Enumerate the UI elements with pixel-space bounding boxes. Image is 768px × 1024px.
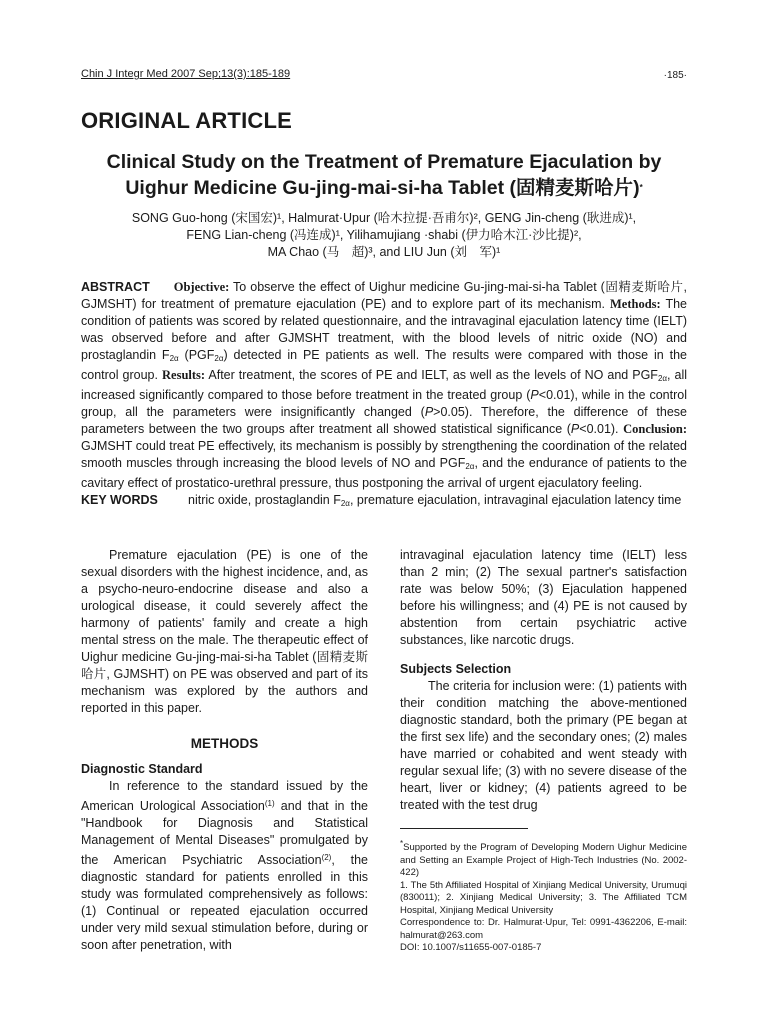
footnotes	[400, 838, 687, 955]
conclusion-text-b: , and the endurance of patients to the cavitary effect of prostatico-urethral pressure, thus postponing the arrival of urgent ejaculatory feeling.	[81, 456, 687, 490]
diag-text: In reference to the standard issued by the American Urological Association	[81, 779, 368, 813]
methods-text-b: (PGF	[178, 348, 215, 362]
title-footnote-mark: *	[639, 183, 643, 192]
results-text: After treatment, the scores of PE and IELT, as well as the levels of NO and PGF	[205, 368, 658, 382]
ref-1: (1)	[264, 799, 275, 808]
methods-heading: METHODS	[190, 736, 259, 751]
diag-text-c: , the diagnostic standard for patients enrolled in this study was formulated comprehensively as follows: (1) Continual or repeated ejaculation occurred under very mild sexual stimulation before, during or soon after penetration, with	[81, 853, 368, 952]
keywords-text-b: , premature ejaculation, intravaginal ejaculation latency time	[349, 493, 682, 507]
footnote-doi: DOI: 10.1007/s11655-007-0185-7	[400, 942, 542, 953]
title-chinese: 固精麦斯哈片	[516, 176, 634, 199]
objective-text: To observe the effect of Uighur medicine Gu-jing-mai-si-ha Tablet (固精麦斯哈片, GJMSHT) for treatment of premature ejaculation (PE) and to explore part of its mechanism.	[81, 280, 687, 311]
title-text-end: )	[633, 177, 640, 199]
objective-label: Objective:	[173, 280, 230, 294]
subjects-selection-heading: Subjects Selection	[400, 662, 512, 676]
section-label: ORIGINAL ARTICLE	[81, 108, 292, 133]
title-line-1: Clinical Study on the Treatment of Premature Ejaculation by	[106, 151, 662, 173]
title-line-2	[60, 175, 708, 201]
diagnostic-paragraph	[81, 778, 368, 954]
footnote-affiliations: 1. The 5th Affiliated Hospital of Xinjiang Medical University, Urumuqi (830011); 2. Xinjiang Medical University; 3. The Affiliated TCM Hospital, Xinjiang Medical University	[400, 879, 687, 916]
diag-text-b: and that in the "Handbook for Diagnosis and Statistical Management of Mental Diseases" promulgated by the American Psychiatric Association	[81, 799, 368, 867]
right-column	[400, 547, 687, 814]
article-title	[60, 150, 708, 201]
footnote-mark: *	[400, 839, 404, 848]
ref-2: (2)	[321, 853, 332, 862]
keywords	[81, 492, 687, 512]
results-text-e: <0.01).	[579, 422, 619, 436]
left-column	[81, 547, 368, 954]
page-number: ·185·	[663, 70, 687, 81]
criteria-continued: intravaginal ejaculation latency time (IELT) less than 2 min; (2) The sexual partner's satisfaction rate was below 50%; (3) Ejaculation happened before his willingness; and (4) PE is not caused by abstention from certain psychiatric active substances, like narcotic drugs.	[400, 548, 687, 647]
footnote-divider	[400, 828, 528, 829]
results-text-b: , all increased significantly compared to those before treatment in the treated group (	[81, 368, 688, 402]
subscript: 2α	[214, 354, 224, 363]
abstract	[81, 279, 687, 512]
title-text: Uighur Medicine Gu-jing-mai-si-ha Tablet (	[125, 177, 517, 199]
methods-text-c: ) detected in PE patients as well. The results were compared with those in the control group.	[81, 348, 687, 382]
p-value-var: P	[424, 405, 434, 419]
subscript: 2α	[340, 499, 350, 508]
author-list	[60, 210, 708, 261]
conclusion-label: Conclusion:	[623, 422, 687, 436]
subscript: 2α	[465, 462, 475, 471]
methods-label: Methods:	[609, 297, 661, 311]
subscript: 2α	[657, 374, 668, 383]
author-line-3: MA Chao (马 超)³, and LIU Jun (刘 军)¹	[267, 245, 501, 259]
diagnostic-standard-heading: Diagnostic Standard	[81, 762, 203, 776]
subscript: 2α	[169, 354, 179, 363]
keywords-label: KEY WORDS	[81, 493, 158, 507]
abstract-label: ABSTRACT	[81, 280, 150, 294]
intro-paragraph: Premature ejaculation (PE) is one of the sexual disorders with the highest incidence, and, as a psycho-neuro-endocrine disease and also a urological disease, it could severely affect the harmony of patients' family and create a high mental stress on the male. The therapeutic effect of Uighur medicine Gu-jing-mai-si-ha Tablet (固精麦斯哈片, GJMSHT) on PE was observed and part of its mechanism was explored by the authors and reported in this paper.	[81, 548, 368, 715]
p-value-var: P	[570, 422, 580, 436]
keywords-text: nitric oxide, prostaglandin F	[188, 493, 341, 507]
footnote-correspondence: Correspondence to: Dr. Halmurat·Upur, Tel: 0991-4362206, E-mail: halmurat@263.com	[400, 917, 687, 941]
conclusion-text: GJMSHT could treat PE effectively, its mechanism is possibly by strengthening the coordination of the related smooth muscles through increasing the blood levels of NO and PGF	[81, 439, 687, 470]
results-text-c: <0.01), while in the control group, all the parameters were insignificantly changed (	[81, 388, 687, 419]
footnote-support	[400, 838, 687, 880]
author-line-1: SONG Guo-hong (宋国宏)¹, Halmurat·Upur (哈木拉提·吾甫尔)², GENG Jin-cheng (耿进成)¹,	[131, 211, 637, 225]
p-value-var: P	[530, 388, 539, 402]
running-head: Chin J Integr Med 2007 Sep;13(3):185-189	[81, 68, 291, 80]
methods-text: The condition of patients was scored by related questionnaire, and the intravaginal ejaculation latency time (IELT) was observed before and after GJMSHT treatment, with the blood levels of nitric oxide (NO) and prostaglandin F	[81, 297, 687, 362]
footnote-support-text: Supported by the Program of Developing Modern Uighur Medicine and Setting an Example Project of High-Tech Industries (No. 2002-422)	[400, 842, 687, 878]
results-text-d: >0.05). Therefore, the difference of these parameters between the two groups after treatment all showed statistical significance (	[81, 405, 687, 436]
author-line-2: FENG Lian-cheng (冯连成)¹, Yilihamujiang ·shabi (伊力哈木江·沙比提)²,	[186, 228, 582, 242]
subjects-paragraph: The criteria for inclusion were: (1) patients with their condition matching the above-mentioned diagnostic standard, both the primary (PE began at the first sex life) and the secondary ones; (2) males have married or cohabited and went steady with regular sexual life; (3) with no severe disease of the heart, liver or kidney; (4) patients agreed to be treated with the test drug	[400, 679, 687, 812]
results-label: Results:	[162, 368, 206, 382]
